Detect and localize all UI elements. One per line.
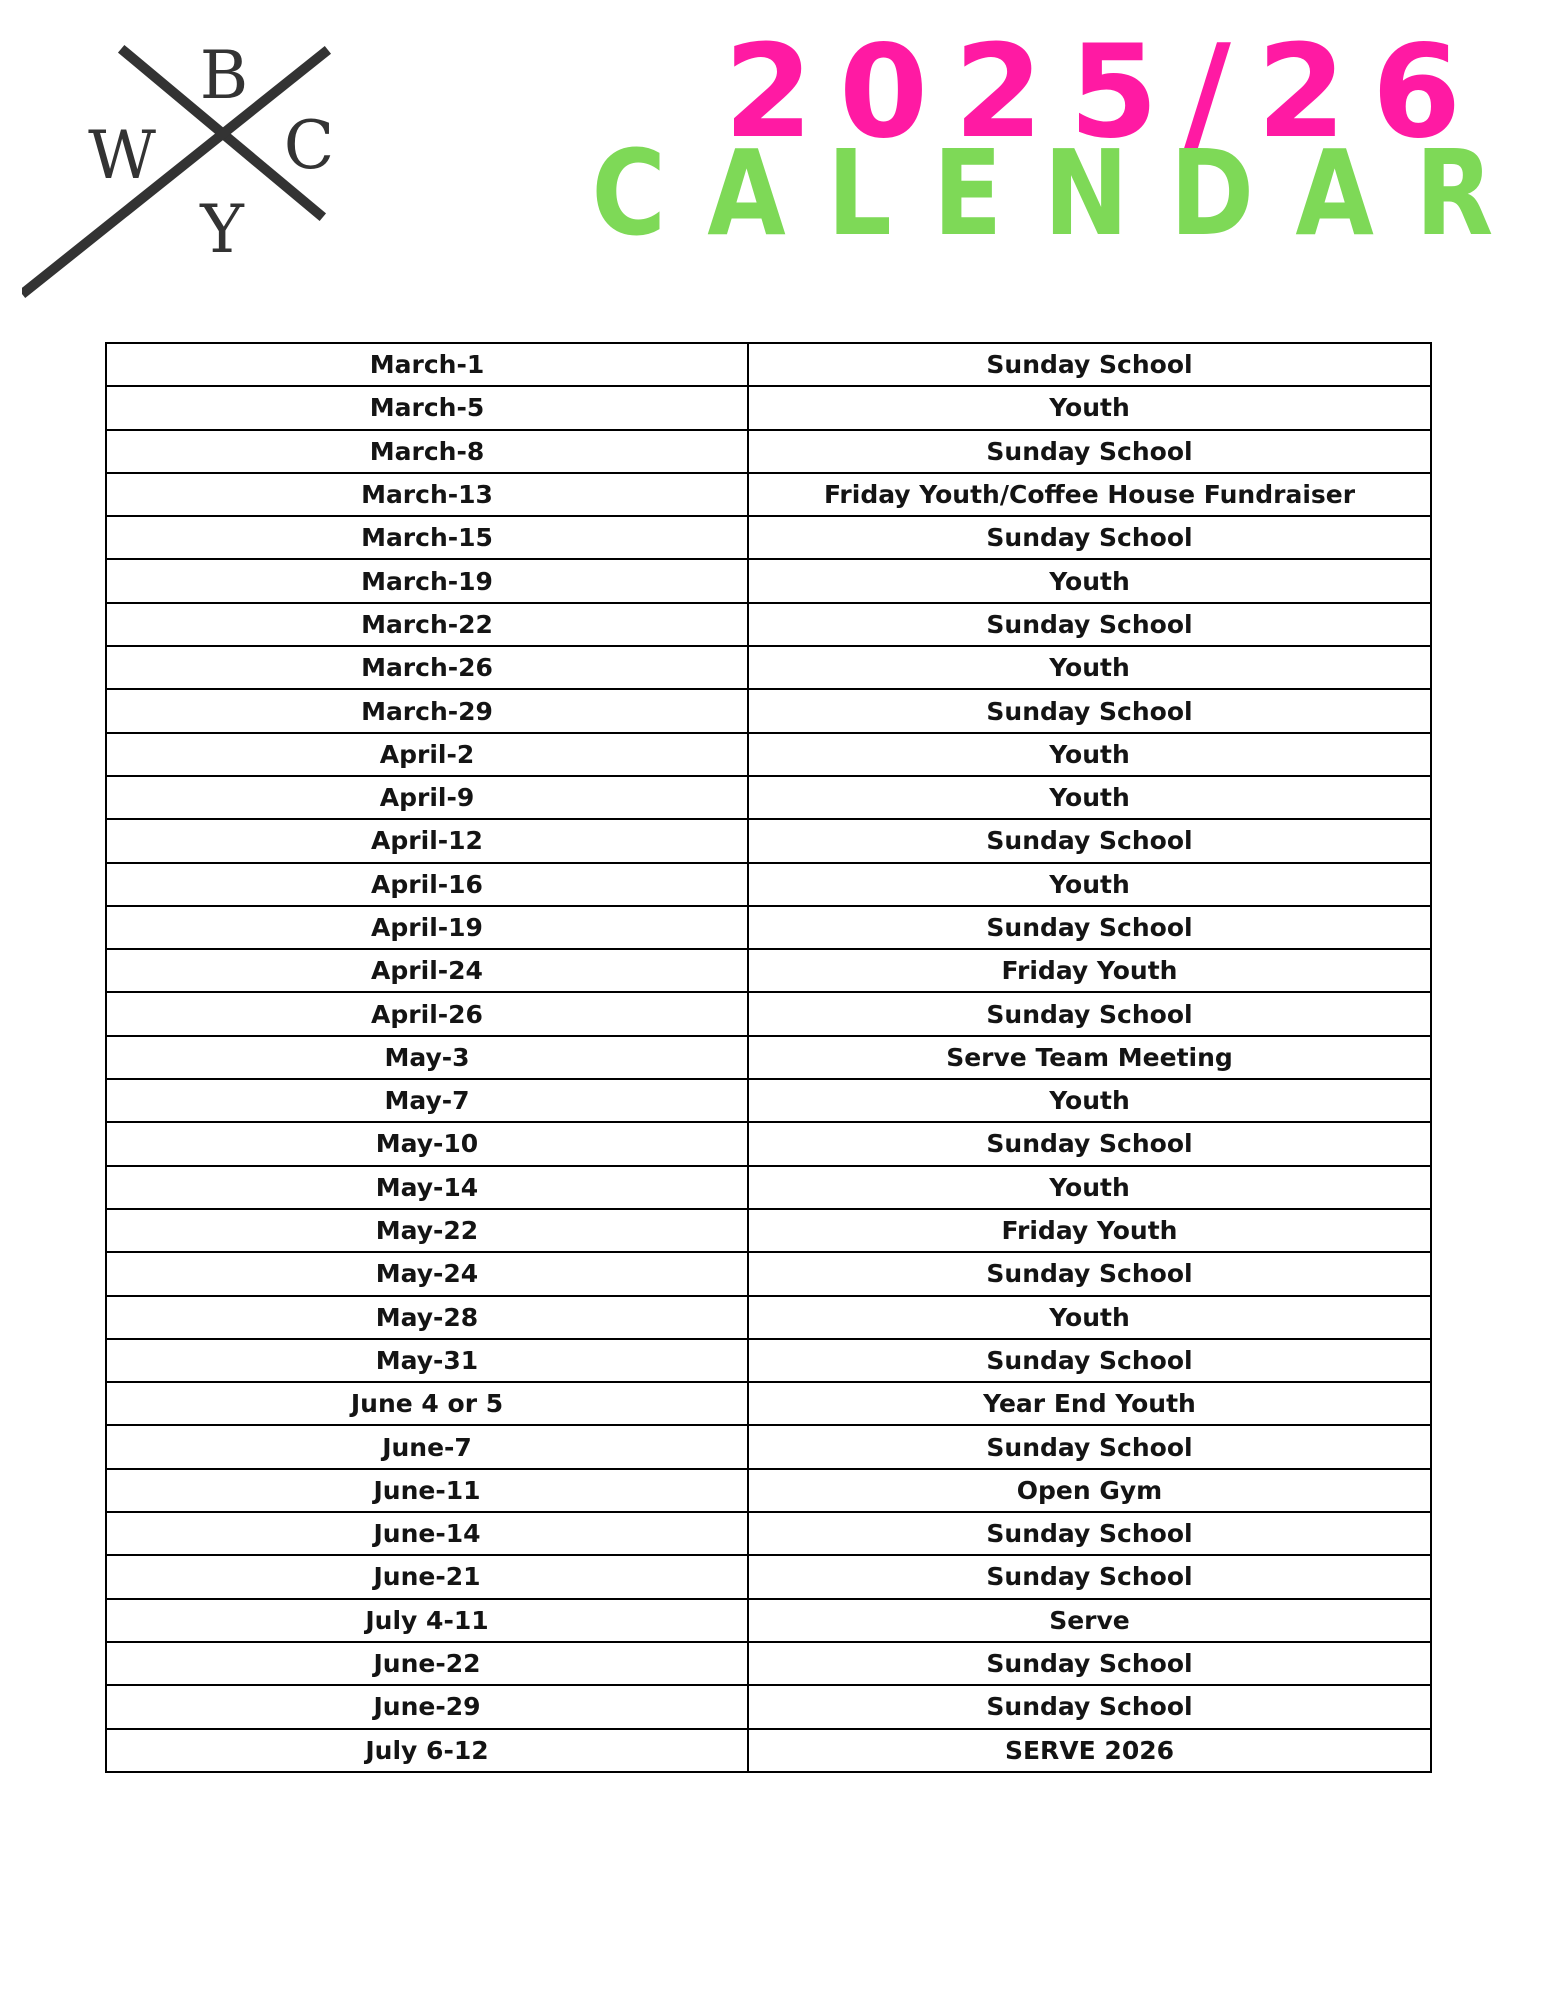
date-cell: March-5 — [106, 386, 748, 429]
table-row — [106, 1382, 1431, 1425]
table-row — [106, 343, 1431, 386]
date-cell: June-14 — [106, 1512, 748, 1555]
table-row — [106, 1469, 1431, 1512]
event-cell: Sunday School — [748, 343, 1431, 386]
date-cell: May-14 — [106, 1166, 748, 1209]
title-year: 2025/26 — [723, 18, 1487, 167]
event-cell: Youth — [748, 863, 1431, 906]
table-row — [106, 473, 1431, 516]
table-row — [106, 992, 1431, 1035]
event-cell: Sunday School — [748, 1685, 1431, 1728]
table-row — [106, 1166, 1431, 1209]
table-row — [106, 733, 1431, 776]
event-cell: Sunday School — [748, 430, 1431, 473]
date-cell: March-19 — [106, 559, 748, 602]
table-row — [106, 819, 1431, 862]
date-cell: April-2 — [106, 733, 748, 776]
table-row — [106, 1079, 1431, 1122]
date-cell: May-28 — [106, 1296, 748, 1339]
table-row — [106, 1685, 1431, 1728]
date-cell: March-15 — [106, 516, 748, 559]
event-cell: Youth — [748, 646, 1431, 689]
date-cell: July 4-11 — [106, 1599, 748, 1642]
date-cell: June-11 — [106, 1469, 748, 1512]
event-cell: Sunday School — [748, 1555, 1431, 1598]
event-cell: SERVE 2026 — [748, 1729, 1431, 1772]
table-row — [106, 1642, 1431, 1685]
table-row — [106, 1555, 1431, 1598]
table-row — [106, 386, 1431, 429]
date-cell: May-3 — [106, 1036, 748, 1079]
table-row — [106, 689, 1431, 732]
date-cell: April-16 — [106, 863, 748, 906]
table-row — [106, 1296, 1431, 1339]
event-cell: Sunday School — [748, 1252, 1431, 1295]
date-cell: April-24 — [106, 949, 748, 992]
table-row — [106, 1252, 1431, 1295]
event-cell: Sunday School — [748, 906, 1431, 949]
table-row — [106, 1512, 1431, 1555]
event-cell: Open Gym — [748, 1469, 1431, 1512]
date-cell: June-22 — [106, 1642, 748, 1685]
logo-cross-icon — [26, 52, 324, 291]
event-cell: Youth — [748, 776, 1431, 819]
date-cell: April-19 — [106, 906, 748, 949]
date-cell: May-24 — [106, 1252, 748, 1295]
event-cell: Youth — [748, 1079, 1431, 1122]
table-row — [106, 1425, 1431, 1468]
event-cell: Youth — [748, 386, 1431, 429]
table-row — [106, 1339, 1431, 1382]
event-cell: Youth — [748, 559, 1431, 602]
table-row — [106, 516, 1431, 559]
calendar-table-body — [106, 343, 1431, 1772]
table-row — [106, 906, 1431, 949]
event-cell: Youth — [748, 733, 1431, 776]
table-row — [106, 646, 1431, 689]
date-cell: March-29 — [106, 689, 748, 732]
date-cell: April-9 — [106, 776, 748, 819]
event-cell: Serve — [748, 1599, 1431, 1642]
event-cell: Sunday School — [748, 516, 1431, 559]
date-cell: May-22 — [106, 1209, 748, 1252]
event-cell: Sunday School — [748, 992, 1431, 1035]
event-cell: Friday Youth — [748, 1209, 1431, 1252]
date-cell: June-21 — [106, 1555, 748, 1598]
date-cell: March-22 — [106, 603, 748, 646]
event-cell: Sunday School — [748, 1642, 1431, 1685]
date-cell: April-26 — [106, 992, 748, 1035]
event-cell: Youth — [748, 1296, 1431, 1339]
event-cell: Serve Team Meeting — [748, 1036, 1431, 1079]
table-row — [106, 1036, 1431, 1079]
event-cell: Youth — [748, 1166, 1431, 1209]
date-cell: March-26 — [106, 646, 748, 689]
table-row — [106, 1122, 1431, 1165]
logo-letter-top: B — [199, 38, 249, 114]
calendar-table — [105, 342, 1432, 1773]
table-row — [106, 1599, 1431, 1642]
table-row — [106, 430, 1431, 473]
event-cell: Sunday School — [748, 689, 1431, 732]
logo-letter-left: W — [88, 117, 156, 194]
date-cell: June-29 — [106, 1685, 748, 1728]
date-cell: June 4 or 5 — [106, 1382, 748, 1425]
logo-letter-bottom: Y — [200, 191, 244, 268]
event-cell: Sunday School — [748, 1512, 1431, 1555]
event-cell: Sunday School — [748, 1425, 1431, 1468]
table-row — [106, 863, 1431, 906]
event-cell: Year End Youth — [748, 1382, 1431, 1425]
table-row — [106, 559, 1431, 602]
wbcy-logo — [22, 38, 342, 308]
date-cell: March-1 — [106, 343, 748, 386]
date-cell: May-10 — [106, 1122, 748, 1165]
event-cell: Sunday School — [748, 603, 1431, 646]
event-cell: Sunday School — [748, 1339, 1431, 1382]
logo-letter-right: C — [283, 107, 335, 184]
table-row — [106, 949, 1431, 992]
title-calendar: CALENDAR — [591, 124, 1535, 262]
table-row — [106, 1209, 1431, 1252]
event-cell: Sunday School — [748, 819, 1431, 862]
date-cell: March-13 — [106, 473, 748, 516]
table-row — [106, 776, 1431, 819]
date-cell: March-8 — [106, 430, 748, 473]
table-row — [106, 1729, 1431, 1772]
event-cell: Friday Youth/Coffee House Fundraiser — [748, 473, 1431, 516]
table-row — [106, 603, 1431, 646]
event-cell: Sunday School — [748, 1122, 1431, 1165]
date-cell: April-12 — [106, 819, 748, 862]
date-cell: May-31 — [106, 1339, 748, 1382]
date-cell: June-7 — [106, 1425, 748, 1468]
event-cell: Friday Youth — [748, 949, 1431, 992]
date-cell: July 6-12 — [106, 1729, 748, 1772]
date-cell: May-7 — [106, 1079, 748, 1122]
